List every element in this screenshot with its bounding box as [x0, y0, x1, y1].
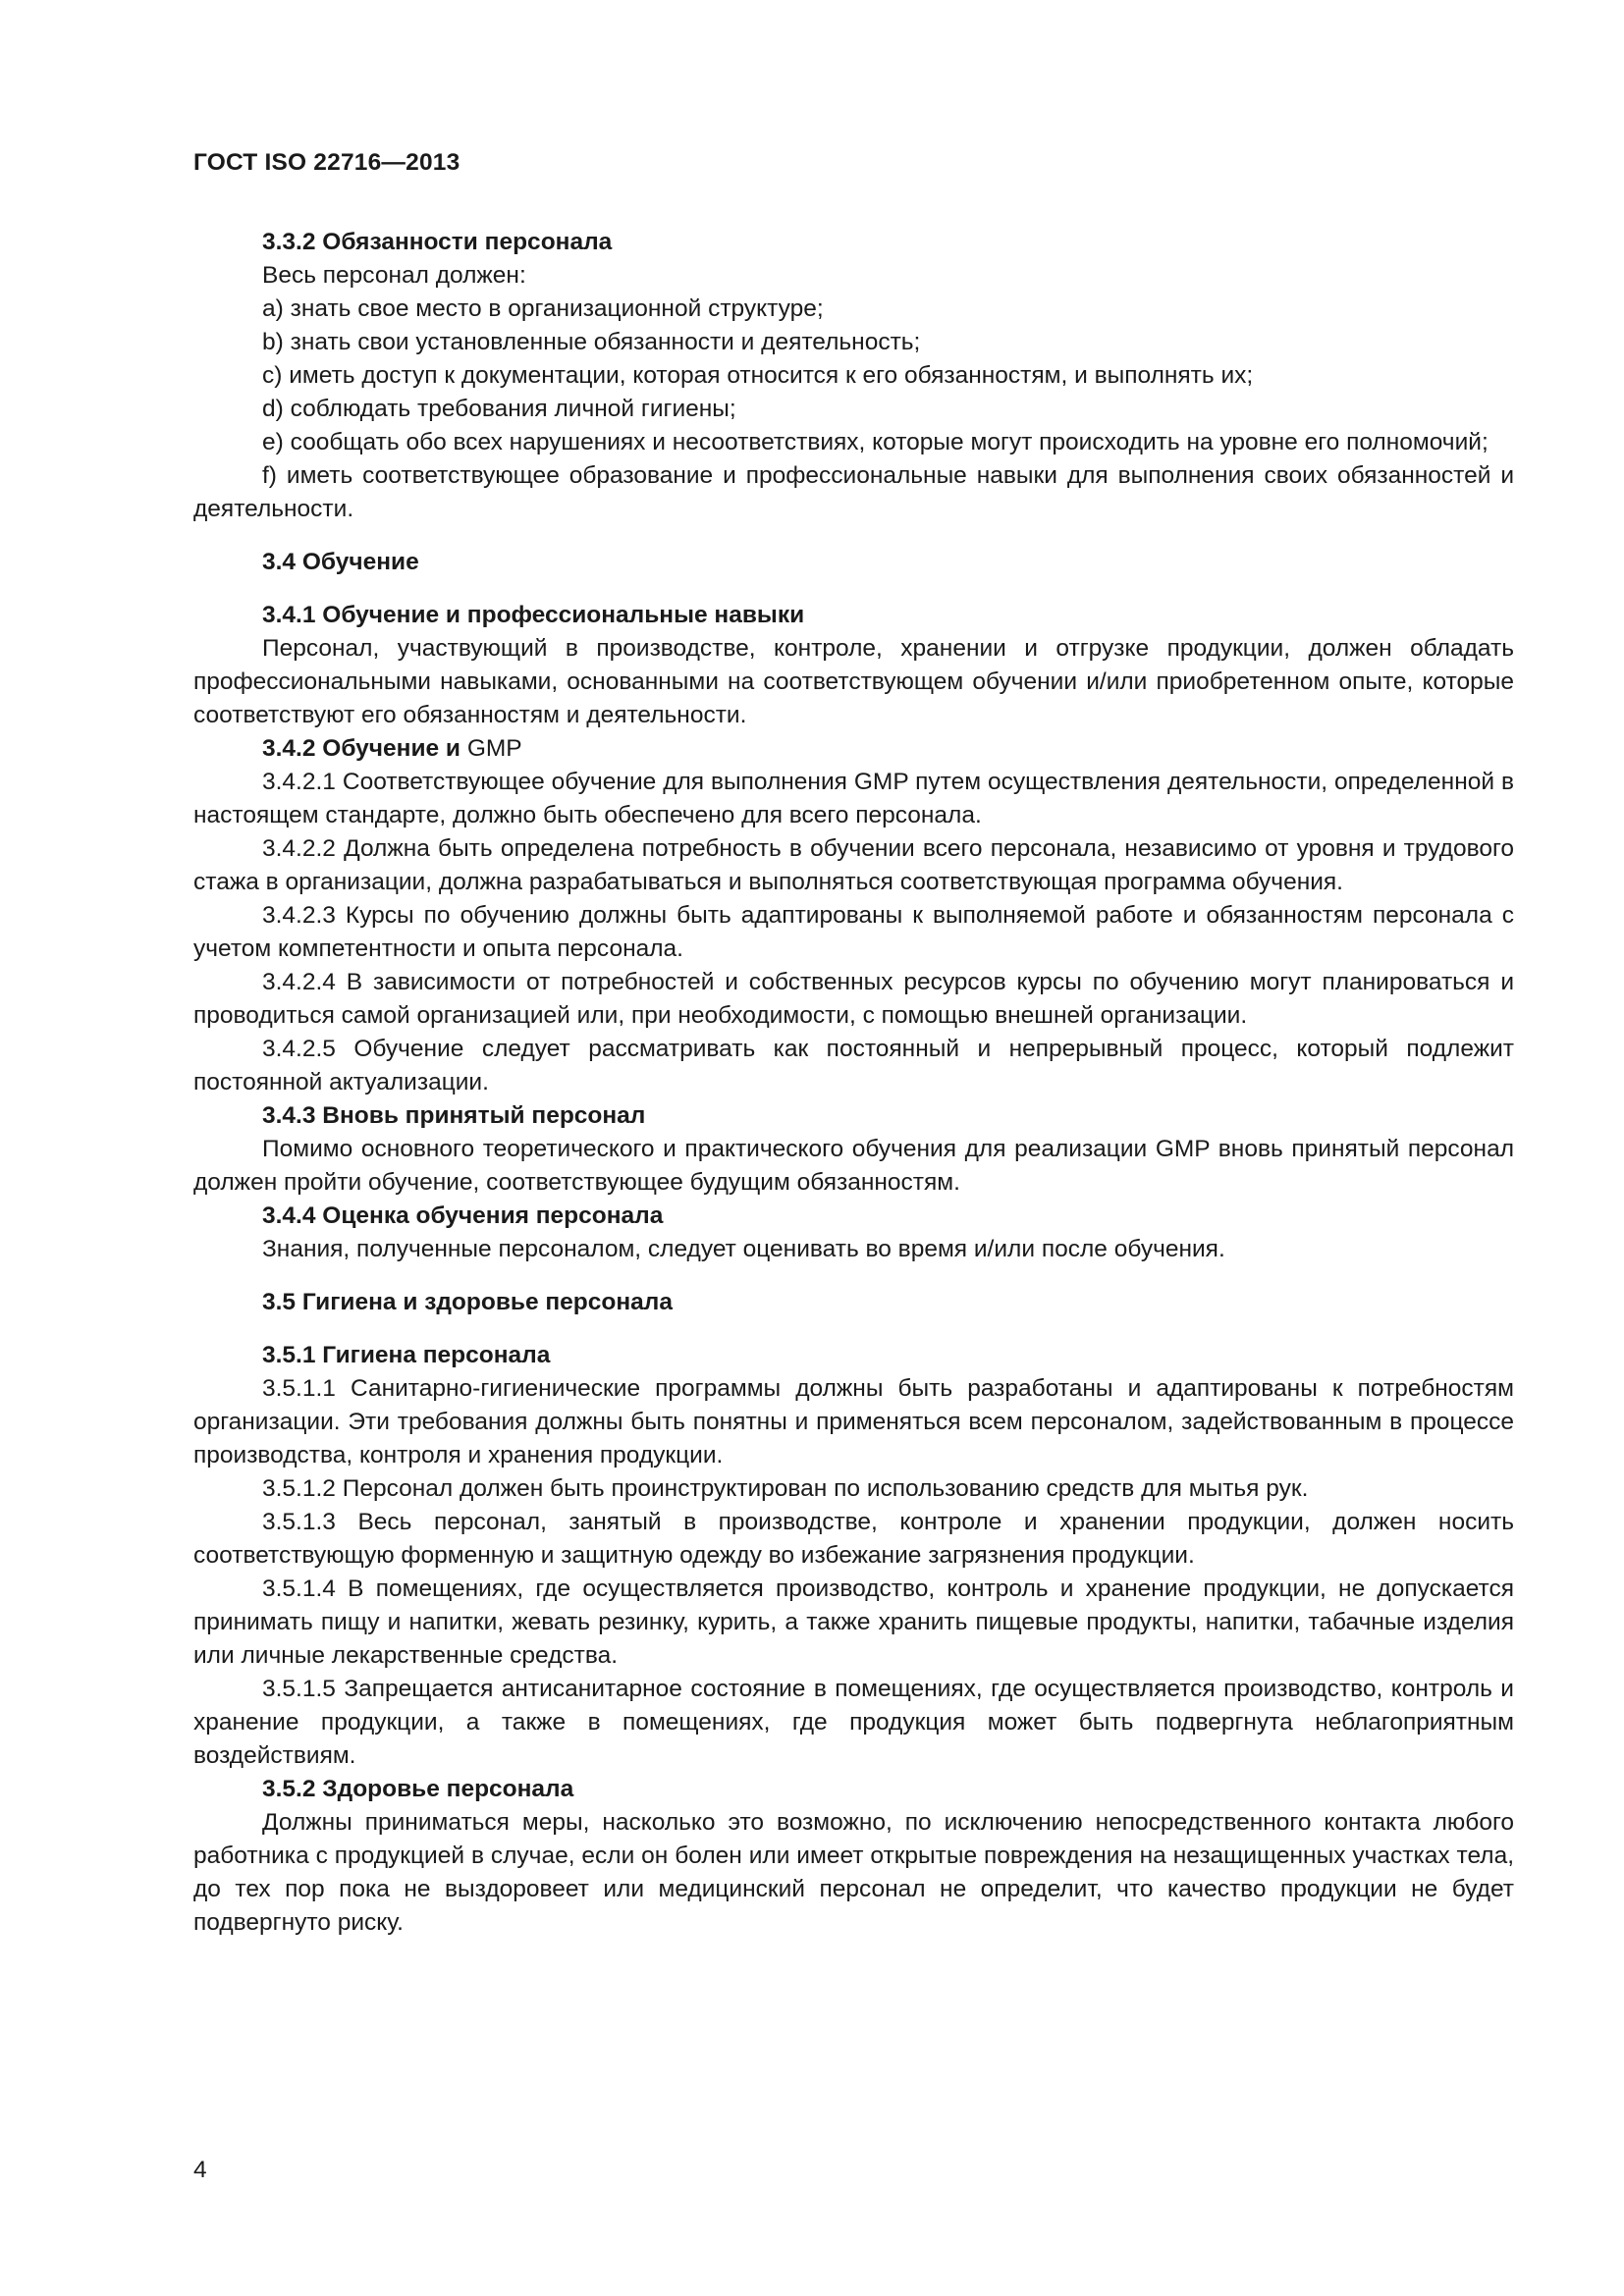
heading-3-4-2 — [193, 732, 1514, 766]
paragraph-3-4-1: Персонал, участвующий в производстве, контроле, хранении и отгрузке продукции, должен обладать профессиональными навыками, основанными на соответствующем обучении и/или приобретенном опыте, которые соответствуют его обязанностям и деятельности. — [193, 635, 1514, 728]
document-page — [193, 0, 1514, 2296]
heading-3-4-1: 3.4.1 Обучение и профессиональные навыки — [262, 602, 805, 628]
document-body — [193, 226, 1514, 1940]
paragraph-3-5-1-5: 3.5.1.5 Запрещается антисанитарное состояние в помещениях, где осуществляется производство, контроль и хранение продукции, а также в помещениях, где продукция может быть подвергнута неблагоприятным воздействиям. — [193, 1676, 1514, 1769]
list-item-b: b) знать свои установленные обязанности и деятельность; — [262, 329, 921, 355]
list-item-a: a) знать свое место в организационной структуре; — [262, 295, 824, 322]
paragraph-3-4-2-5: 3.4.2.5 Обучение следует рассматривать как постоянный и непрерывный процесс, который подлежит постоянной актуализации. — [193, 1036, 1514, 1095]
heading-3-4-2-gmp: GMP — [466, 735, 522, 762]
heading-3-5-1: 3.5.1 Гигиена персонала — [262, 1342, 551, 1368]
heading-3-5-2: 3.5.2 Здоровье персонала — [262, 1776, 574, 1802]
paragraph-3-4-4: Знания, полученные персоналом, следует оценивать во время и/или после обучения. — [262, 1236, 1225, 1262]
paragraph-3-4-2-2: 3.4.2.2 Должна быть определена потребность в обучении всего персонала, независимо от уровня и трудового стажа в организации, должна разрабатываться и выполняться соответствующая программа обучения. — [193, 835, 1514, 895]
heading-3-4-4: 3.4.4 Оценка обучения персонала — [262, 1202, 664, 1229]
heading-3-3-2: 3.3.2 Обязанности персонала — [262, 229, 613, 255]
paragraph-3-4-3: Помимо основного теоретического и практического обучения для реализации GMP вновь принятый персонал должен пройти обучение, соответствующее будущим обязанностям. — [193, 1136, 1514, 1196]
heading-3-5: 3.5 Гигиена и здоровье персонала — [262, 1289, 673, 1315]
list-item-d: d) соблюдать требования личной гигиены; — [262, 396, 736, 422]
heading-3-4-3: 3.4.3 Вновь принятый персонал — [262, 1102, 646, 1129]
heading-3-4: 3.4 Обучение — [262, 549, 419, 575]
list-item-c: c) иметь доступ к документации, которая относится к его обязанностям, и выполнять их; — [262, 362, 1254, 389]
heading-3-4-2-bold: 3.4.2 Обучение и — [262, 735, 467, 762]
list-item-f: f) иметь соответствующее образование и профессиональные навыки для выполнения своих обязанностей и деятельности. — [193, 462, 1514, 522]
paragraph-3-4-2-3: 3.4.2.3 Курсы по обучению должны быть адаптированы к выполняемой работе и обязанностям персонала с учетом компетентности и опыта персонала. — [193, 902, 1514, 962]
paragraph-3-5-1-2: 3.5.1.2 Персонал должен быть проинструктирован по использованию средств для мытья рук. — [262, 1475, 1309, 1502]
paragraph-3-5-2: Должны приниматься меры, насколько это возможно, по исключению непосредственного контакта любого работника с продукцией в случае, если он болен или имеет открытые повреждения на незащищенных участках тела, до тех пор пока не выздоровеет или медицинский персонал не определит, что качество продукции не будет подвергнуто риску. — [193, 1809, 1514, 1936]
paragraph-3-5-1-4: 3.5.1.4 В помещениях, где осуществляется производство, контроль и хранение продукции, не допускается принимать пищу и напитки, жевать резинку, курить, а также хранить пищевые продукты, напитки, табачные изделия или личные лекарственные средства. — [193, 1575, 1514, 1669]
paragraph-3-5-1-3: 3.5.1.3 Весь персонал, занятый в производстве, контроле и хранении продукции, должен носить соответствующую форменную и защитную одежду во избежание загрязнения продукции. — [193, 1509, 1514, 1569]
list-item-e: e) сообщать обо всех нарушениях и несоответствиях, которые могут происходить на уровне его полномочий; — [262, 429, 1489, 455]
paragraph-3-5-1-1: 3.5.1.1 Санитарно-гигиенические программы должны быть разработаны и адаптированы к потребностям организации. Эти требования должны быть понятны и применяться всем персоналом, задействованным в процессе производства, контроля и хранения продукции. — [193, 1375, 1514, 1468]
paragraph-3-4-2-4: 3.4.2.4 В зависимости от потребностей и собственных ресурсов курсы по обучению могут планироваться и проводиться самой организацией или, при необходимости, с помощью внешней организации. — [193, 969, 1514, 1029]
standard-header: ГОСТ ISO 22716—2013 — [193, 149, 460, 176]
page-number: 4 — [193, 2157, 207, 2183]
paragraph-3-3-2-intro: Весь персонал должен: — [262, 262, 526, 289]
paragraph-3-4-2-1: 3.4.2.1 Соответствующее обучение для выполнения GMP путем осуществления деятельности, определенной в настоящем стандарте, должно быть обеспечено для всего персонала. — [193, 769, 1514, 828]
